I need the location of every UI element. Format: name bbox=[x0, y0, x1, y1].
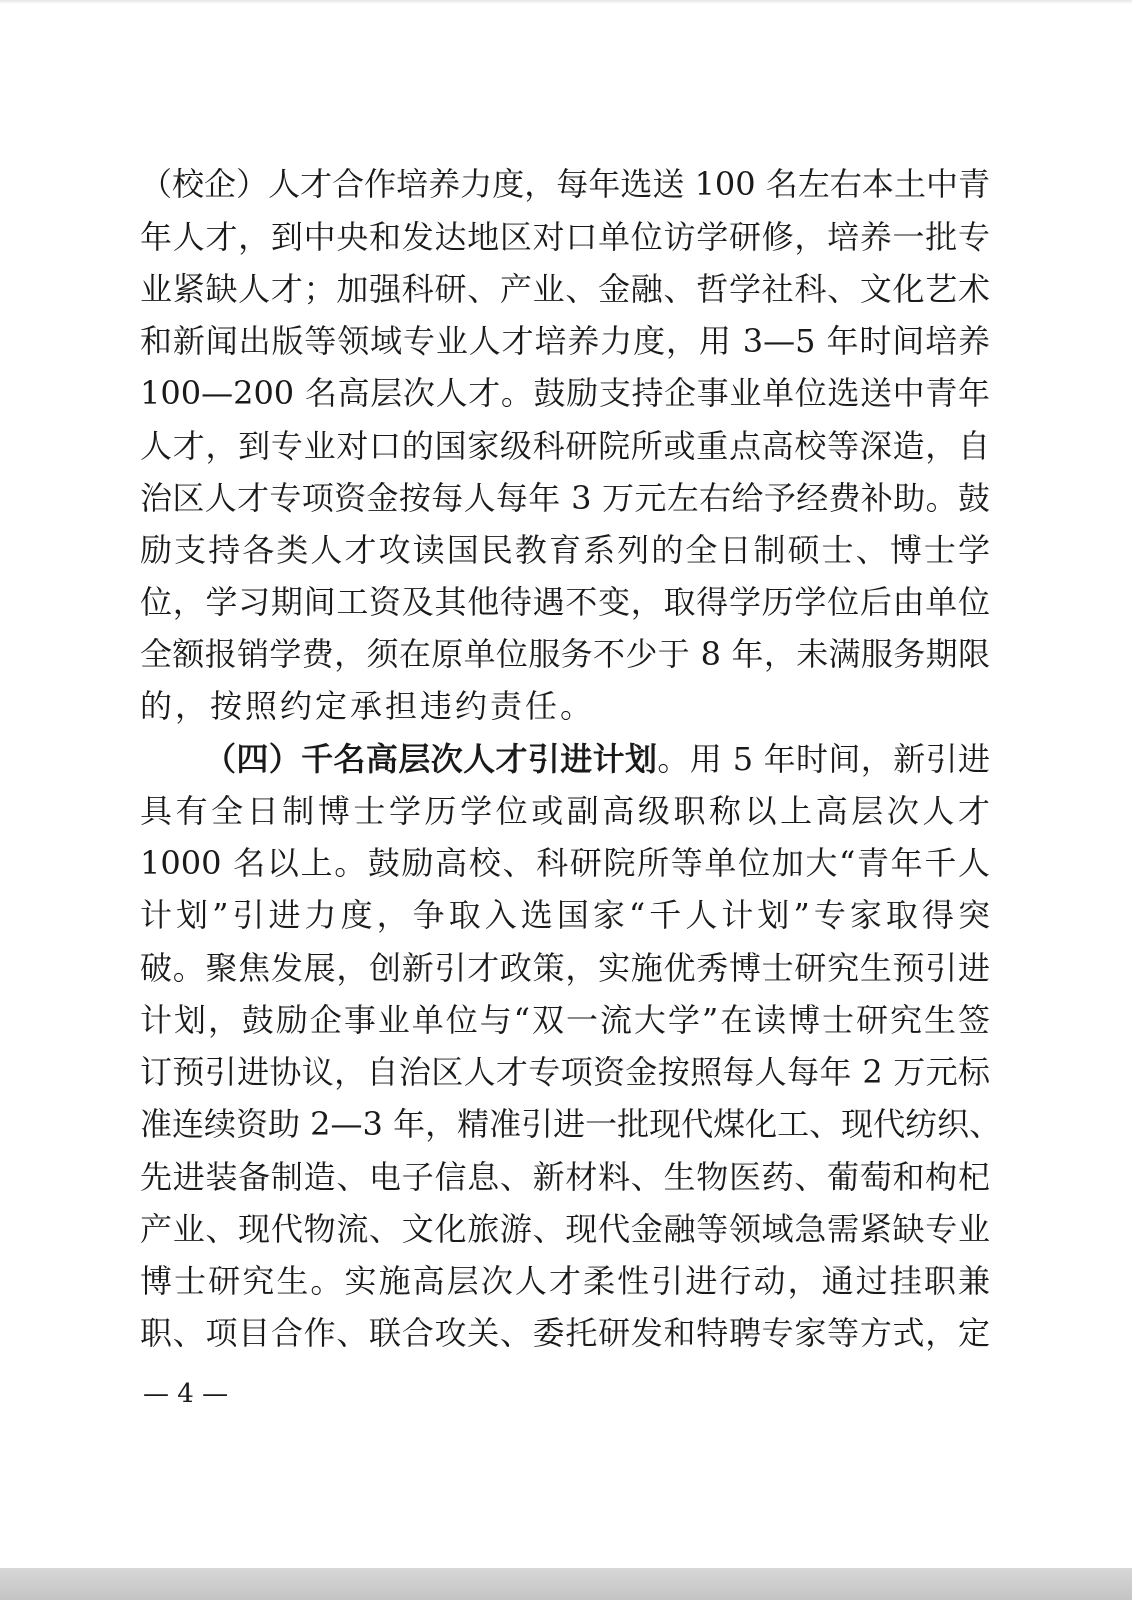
body-line-1: （校企）人才合作培养力度，每年选送 100 名左右本土中青 bbox=[140, 165, 990, 203]
section-four-line-9: 产业、现代物流、文化旅游、现代金融等领域急需紧缺专业 bbox=[140, 1210, 990, 1248]
scan-bottom-edge bbox=[0, 1568, 1132, 1600]
section-four-line-6: 订预引进协议，自治区人才专项资金按照每人每年 2 万元标 bbox=[140, 1053, 990, 1091]
section-four-heading-tail: 。用 5 年时间，新引进 bbox=[657, 740, 990, 778]
section-four-line-3: 计划”引进力度，争取入选国家“千人计划”专家取得突 bbox=[140, 896, 990, 934]
body-line-10: 全额报销学费，须在原单位服务不少于 8 年，未满服务期限 bbox=[140, 635, 990, 673]
section-four-line-2: 1000 名以上。鼓励高校、科研院所等单位加大“青年千人 bbox=[140, 844, 990, 882]
body-line-2: 年人才，到中央和发达地区对口单位访学研修，培养一批专 bbox=[140, 218, 990, 256]
body-line-3: 业紧缺人才；加强科研、产业、金融、哲学社科、文化艺术 bbox=[140, 270, 990, 308]
body-line-11: 的，按照约定承担违约责任。 bbox=[140, 687, 596, 725]
body-line-5: 100—200 名高层次人才。鼓励支持企事业单位选送中青年 bbox=[140, 374, 990, 412]
section-four-line-4: 破。聚焦发展，创新引才政策，实施优秀博士研究生预引进 bbox=[140, 949, 990, 987]
section-four-line-1: 具有全日制博士学历学位或副高级职称以上高层次人才 bbox=[140, 792, 990, 830]
body-line-7: 治区人才专项资金按每人每年 3 万元左右给予经费补助。鼓 bbox=[140, 479, 990, 517]
section-four-line-8: 先进装备制造、电子信息、新材料、生物医药、葡萄和枸杞 bbox=[140, 1158, 990, 1196]
scan-top-edge bbox=[0, 0, 1132, 4]
section-four-line-5: 计划，鼓励企事业单位与“双一流大学”在读博士研究生签 bbox=[140, 1001, 990, 1039]
section-four-heading: （四）千名高层次人才引进计划 bbox=[204, 740, 658, 778]
body-line-8: 励支持各类人才攻读国民教育系列的全日制硕士、博士学 bbox=[140, 531, 990, 569]
section-four-line-10: 博士研究生。实施高层次人才柔性引进行动，通过挂职兼 bbox=[140, 1262, 990, 1300]
page-number: — 4 — bbox=[143, 1379, 229, 1409]
section-four-first-line bbox=[204, 737, 990, 781]
body-line-4: 和新闻出版等领域专业人才培养力度，用 3—5 年时间培养 bbox=[140, 322, 990, 360]
body-line-9: 位，学习期间工资及其他待遇不变，取得学历学位后由单位 bbox=[140, 583, 990, 621]
section-four-line-11: 职、项目合作、联合攻关、委托研发和特聘专家等方式，定 bbox=[140, 1314, 990, 1352]
section-four-line-7: 准连续资助 2—3 年，精准引进一批现代煤化工、现代纺织、 bbox=[140, 1105, 1002, 1143]
body-line-6: 人才，到专业对口的国家级科研院所或重点高校等深造，自 bbox=[140, 427, 990, 465]
